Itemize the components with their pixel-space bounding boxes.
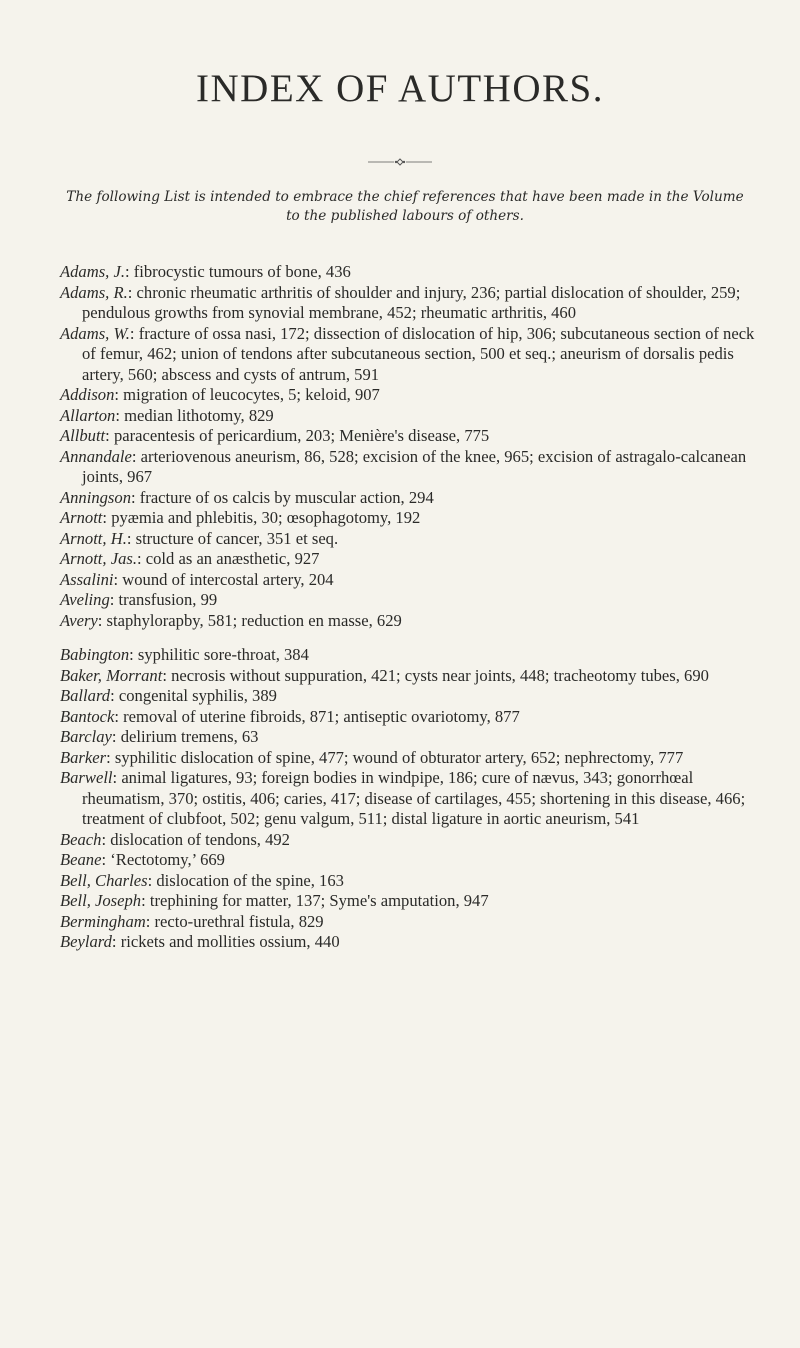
author-name: Adams, J. <box>60 262 125 281</box>
author-references: dislocation of tendons, 492 <box>110 829 290 849</box>
author-name: Assalini <box>60 569 114 589</box>
index-entry: Adams, R.: chronic rheumatic arthritis of shoulder and injury, 236; partial dislocation of shoulder, 259; pendulous growths from synovial membrane, 452; rheumatic arthritis, 460 <box>60 282 741 322</box>
author-references: arteriovenous aneurism, 86, 528; excision of the knee, 965; excision of astragalo-calcanean joints, 967 <box>82 446 747 486</box>
index-entry: Bantock: removal of uterine fibroids, 871; antiseptic ovariotomy, 877 <box>60 706 520 726</box>
index-entry: Beach: dislocation of tendons, 492 <box>60 829 290 849</box>
index-entry: Barker: syphilitic dislocation of spine, 477; wound of obturator artery, 652; nephrectomy, 777 <box>60 747 684 767</box>
divider-ornament-icon <box>368 157 432 167</box>
index-entry: Adams, W.: fracture of ossa nasi, 172; dissection of dislocation of hip, 306; subcutaneous section of neck of femur, 462; union of tendons after subcutaneous section, 500 et seq.; aneurism of dorsalis pedis artery, 560; abscess and cysts of antrum, 591 <box>60 323 755 384</box>
author-index-list <box>60 262 760 953</box>
index-entry: Adams, J.: fibrocystic tumours of bone, 436 <box>60 262 351 281</box>
index-entry: Anningson: fracture of os calcis by muscular action, 294 <box>60 487 434 507</box>
author-references: dislocation of the spine, 163 <box>156 870 344 890</box>
author-references: cold as an anæsthetic, 927 <box>145 549 320 568</box>
author-name: Allbutt <box>60 426 106 445</box>
author-name: Bell, Charles <box>60 870 148 890</box>
author-name: Beach <box>60 829 102 849</box>
author-name: Avery <box>60 610 98 630</box>
author-references: necrosis without suppuration, 421; cysts near joints, 448; tracheotomy tubes, 690 <box>171 665 709 685</box>
index-entry: Annandale: arteriovenous aneurism, 86, 528; excision of the knee, 965; excision of astragalo-calcanean joints, 967 <box>60 446 747 486</box>
author-references: pyæmia and phlebitis, 30; œsophagotomy, 192 <box>111 508 421 527</box>
index-entry: Arnott: pyæmia and phlebitis, 30; œsophagotomy, 192 <box>60 508 421 527</box>
author-name: Barwell <box>60 768 113 787</box>
index-entry: Ballard: congenital syphilis, 389 <box>60 686 277 705</box>
author-references: animal ligatures, 93; foreign bodies in windpipe, 186; cure of nævus, 343; gonorrhœal rheumatism, 370; ostitis, 406; caries, 417; disease of cartilages, 455; shortening in this disease, 466; treatment of clubfoot, 502; genu valgum, 511; distal ligature in aortic aneurism, 541 <box>82 768 746 828</box>
index-entry: Avery: staphylorapby, 581; reduction en masse, 629 <box>60 610 402 630</box>
index-entry: Bermingham: recto-urethral fistula, 829 <box>60 911 324 931</box>
index-entry: Baker, Morrant: necrosis without suppuration, 421; cysts near joints, 448; tracheotomy tubes, 690 <box>60 665 709 685</box>
author-name: Adams, W. <box>60 323 130 343</box>
author-references: fibrocystic tumours of bone, 436 <box>133 262 351 281</box>
author-name: Beylard <box>60 932 112 951</box>
author-references: rickets and mollities ossium, 440 <box>120 932 340 951</box>
author-name: Adams, R. <box>60 282 128 302</box>
author-references: paracentesis of pericardium, 203; Menière's disease, 775 <box>113 426 490 445</box>
index-entry: Addison: migration of leucocytes, 5; keloid, 907 <box>60 385 380 404</box>
author-name: Arnott <box>60 508 103 527</box>
author-name: Arnott, H. <box>60 528 127 548</box>
page-title: INDEX OF AUTHORS. <box>196 67 604 110</box>
index-entry: Bell, Charles: dislocation of the spine, 163 <box>60 870 344 890</box>
index-entry: Allarton: median lithotomy, 829 <box>60 405 274 425</box>
author-name: Aveling <box>60 590 110 609</box>
author-references: trephining for matter, 137; Syme's amputation, 947 <box>149 891 489 910</box>
author-references: syphilitic sore-throat, 384 <box>137 645 309 664</box>
author-references: wound of intercostal artery, 204 <box>122 569 334 589</box>
author-references: recto-urethral fistula, 829 <box>154 911 324 931</box>
author-name: Beane <box>60 850 102 869</box>
intro-text: The following List is intended to embrace the chief references that have been made in the Volume to the published labours of others. <box>66 189 744 224</box>
author-references: fracture of os calcis by muscular action, 294 <box>139 487 434 507</box>
author-name: Bermingham <box>60 911 146 931</box>
section-gap <box>60 631 760 645</box>
index-entry: Aveling: transfusion, 99 <box>60 590 218 609</box>
author-references: congenital syphilis, 389 <box>118 686 277 705</box>
author-name: Allarton <box>60 405 116 425</box>
author-name: Barker <box>60 747 107 767</box>
author-name: Bantock <box>60 706 115 726</box>
author-references: migration of leucocytes, 5; keloid, 907 <box>123 385 380 404</box>
author-references: removal of uterine fibroids, 871; antiseptic ovariotomy, 877 <box>123 706 520 726</box>
index-entry: Barclay: delirium tremens, 63 <box>60 727 259 746</box>
author-references: fracture of ossa nasi, 172; dissection of dislocation of hip, 306; subcutaneous section of neck of femur, 462; union of tendons after subcutaneous section, 500 et seq.; aneurism of dorsalis pedis artery, 560; abscess and cysts of antrum, 591 <box>82 323 755 384</box>
index-entry: Arnott, H.: structure of cancer, 351 et seq. <box>60 528 339 548</box>
author-name: Barclay <box>60 727 112 746</box>
author-name: Bell, Joseph <box>60 891 142 910</box>
author-name: Annandale <box>60 446 132 466</box>
index-entry: Bell, Joseph: trephining for matter, 137; Syme's amputation, 947 <box>60 891 489 910</box>
author-references: median lithotomy, 829 <box>124 405 274 425</box>
index-entry: Babington: syphilitic sore-throat, 384 <box>60 645 309 664</box>
author-references: chronic rheumatic arthritis of shoulder and injury, 236; partial dislocation of shoulder, 259; pendulous growths from synovial membrane, 452; rheumatic arthritis, 460 <box>82 282 741 322</box>
author-references: transfusion, 99 <box>118 590 218 609</box>
author-references: delirium tremens, 63 <box>120 727 259 746</box>
index-entry: Arnott, Jas.: cold as an anæsthetic, 927 <box>60 549 320 568</box>
author-references: syphilitic dislocation of spine, 477; wound of obturator artery, 652; nephrectomy, 777 <box>114 747 684 767</box>
author-name: Addison <box>60 385 115 404</box>
index-entry: Barwell: animal ligatures, 93; foreign bodies in windpipe, 186; cure of nævus, 343; gonorrhœal rheumatism, 370; ostitis, 406; caries, 417; disease of cartilages, 455; shortening in this disease, 466; treatment of clubfoot, 502; genu valgum, 511; distal ligature in aortic aneurism, 541 <box>60 768 746 828</box>
index-entry: Allbutt: paracentesis of pericardium, 203; Menière's disease, 775 <box>60 426 490 445</box>
author-name: Anningson <box>60 487 131 507</box>
author-name: Baker, Morrant <box>60 665 163 685</box>
author-references: staphylorapby, 581; reduction en masse, 629 <box>106 610 402 630</box>
author-references: structure of cancer, 351 et seq. <box>135 528 339 548</box>
author-name: Arnott, Jas. <box>60 549 137 568</box>
author-references: ‘Rectotomy,’ 669 <box>110 850 225 869</box>
author-name: Babington <box>60 645 130 664</box>
author-name: Ballard <box>60 686 111 705</box>
index-entry: Beane: ‘Rectotomy,’ 669 <box>60 850 225 869</box>
index-entry: Assalini: wound of intercostal artery, 204 <box>60 569 334 589</box>
index-entry: Beylard: rickets and mollities ossium, 440 <box>60 932 340 951</box>
